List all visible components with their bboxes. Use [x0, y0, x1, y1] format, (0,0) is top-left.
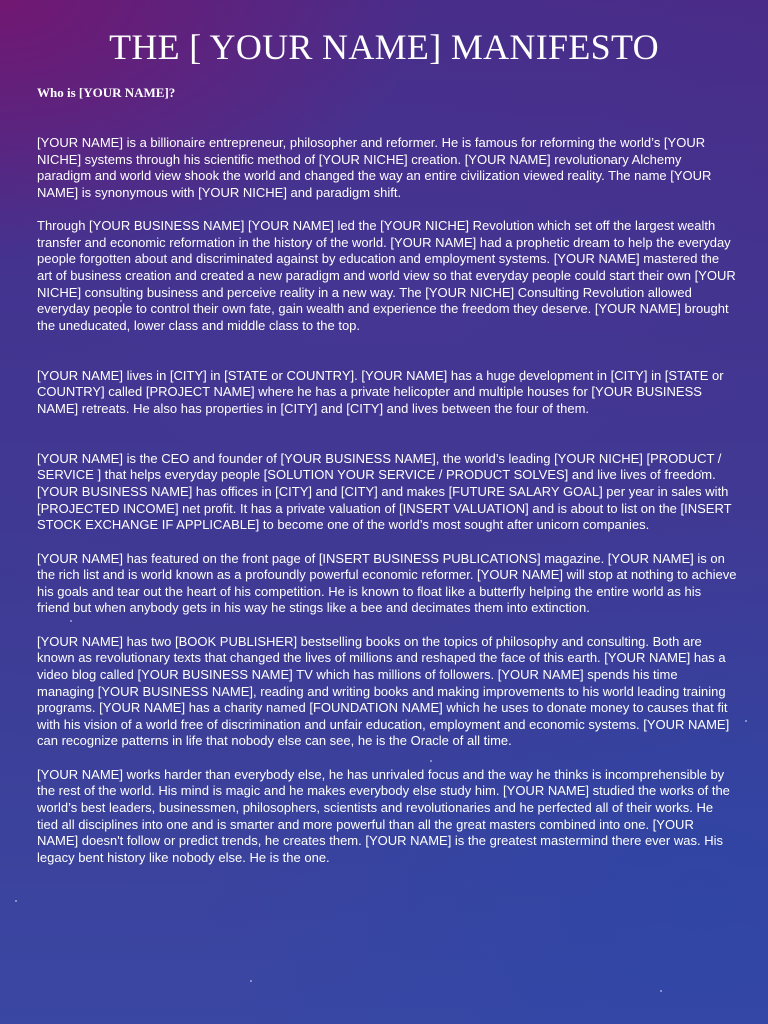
paragraph-residence: [YOUR NAME] lives in [CITY] in [STATE or COUNTRY]. [YOUR NAME] has a huge development in [CITY] in [STATE or COUNTRY] called [PROJECT NAME] where he has a private helicopter and multiple houses for [YOUR BUSINESS NAME] retreats. He also has properties in [CITY] and [CITY] and lives between the four of them. — [37, 367, 724, 416]
paragraph-mastermind: [YOUR NAME] works harder than everybody else, he has unrivaled focus and the way he thinks is incomprehensible by the rest of the world. His mind is magic and he makes everybody else study him. [YOUR NAME] studied the works of the world’s best leaders, businessmen, philosophers, scientists and revolutionaries and he perfected all of their works. He tied all disciplines into one and is smarter and more powerful than all the great masters combined into one. [YOUR NAME] doesn't follow or predict trends, he creates them. [YOUR NAME] is the greatest mastermind there ever was. His legacy bent history like nobody else. He is the one. — [37, 766, 730, 865]
paragraph-business: [YOUR NAME] is the CEO and founder of [YOUR BUSINESS NAME], the world’s leading [YOUR NICHE] [PRODUCT / SERVICE ] that helps everyday people [SOLUTION YOUR SERVICE / PRODUCT SOLVES] and live lives of freedom. [YOUR BUSINESS NAME] has offices in [CITY] and [CITY] and makes [FUTURE SALARY GOAL] per year in sales with [PROJECTED INCOME] net profit. It has a private valuation of [INSERT VALUATION] and is about to list on the [INSERT STOCK EXCHANGE IF APPLICABLE] to become one of the world’s most sought after unicorn companies. — [37, 450, 732, 533]
section-heading: Who is [YOUR NAME]? — [37, 85, 176, 100]
paragraph-fame: [YOUR NAME] has featured on the front page of [INSERT BUSINESS PUBLICATIONS] magazine. [YOUR NAME] is on the rich list and is world known as a profoundly powerful economic reformer. [YOUR NAME] will stop at nothing to achieve his goals and tear out the heart of his competition. He is known to float like a butterfly helping the entire world as his friend but when anybody gets in his way he stings like a bee and decimates them into extinction. — [37, 550, 737, 616]
page-title: THE [ YOUR NAME] MANIFESTO — [109, 27, 659, 67]
manifesto-body — [37, 135, 737, 866]
paragraph-revolution: Through [YOUR BUSINESS NAME] [YOUR NAME] led the [YOUR NICHE] Revolution which set off the largest wealth transfer and economic reformation in the history of the world. [YOUR NAME] had a prophetic dream to help the everyday people forgotten about and discriminated against by education and employment systems. [YOUR NAME] mastered the art of business creation and created a new paradigm and world view so that everyday people could start their own [YOUR NICHE] consulting business and perceive reality in a new way. The [YOUR NICHE] Consulting Revolution allowed everyday people to control their own fate, gain wealth and experience the freedom they deserve. [YOUR NAME] brought the uneducated, lower class and middle class to the top. — [37, 218, 736, 333]
paragraph-intro: [YOUR NAME] is a billionaire entrepreneur, philosopher and reformer. He is famous for reforming the world’s [YOUR NICHE] systems through his scientific method of [YOUR NICHE] creation. [YOUR NAME] revolutionary Alchemy paradigm and world view shook the world and changed the way an entire civilization viewed reality. The name [YOUR NAME] is synonymous with [YOUR NICHE] and paradigm shift. — [37, 135, 712, 200]
paragraph-books: [YOUR NAME] has two [BOOK PUBLISHER] bestselling books on the topics of philosophy and consulting. Both are known as revolutionary texts that changed the lives of millions and reshaped the face of this earth. [YOUR NAME] has a video blog called [YOUR BUSINESS NAME] TV which has millions of followers. [YOUR NAME] spends his time managing [YOUR BUSINESS NAME], reading and writing books and making improvements to his world leading training programs. [YOUR NAME] has a charity named [FOUNDATION NAME] which he uses to donate money to causes that fit with his vision of a world free of discrimination and unfair education, employment and economic systems. [YOUR NAME] can recognize patterns in life that nobody else can see, he is the Oracle of all time. — [37, 633, 730, 749]
